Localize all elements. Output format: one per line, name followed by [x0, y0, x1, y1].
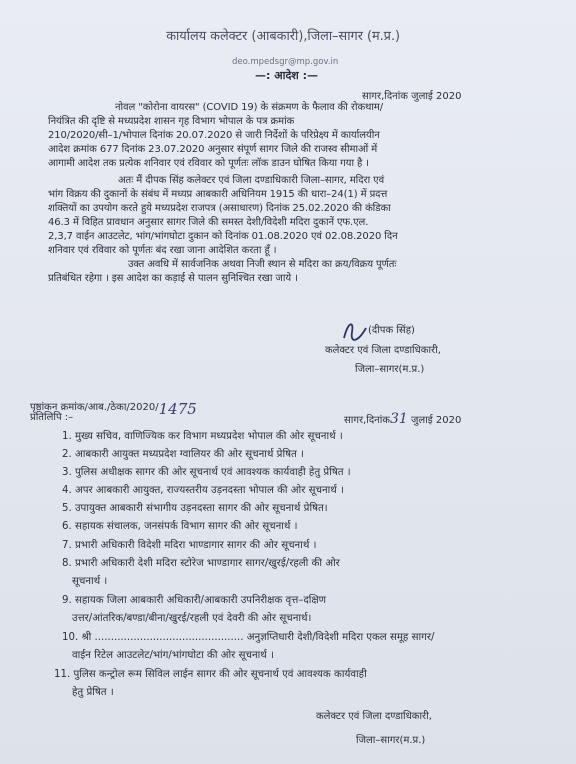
paragraph-line: 210/2020/सी–1/भोपाल दिनांक 20.07.2020 से जारी निर्देशों के परिप्रेक्ष्य में कार्यालयीन [48, 130, 380, 141]
footer-designation: कलेक्टर एवं जिला दण्डाधिकारी, [316, 711, 432, 722]
paragraph-line: भांग विक्रय की दुकानों के संबंध में मध्यप्र आबकारी अधिनियम 1915 की धारा–24(1) में प्रदत्त [48, 189, 388, 200]
copy-list-item: 5. उपायुक्त आबकारी संभागीय उड़नदस्ता सागर की ओर सूचनार्थ प्रेषित। [62, 503, 328, 514]
copy-to-label: प्रतिलिपि :– [30, 412, 74, 423]
footer-district: जिला–सागर(म.प्र.) [356, 735, 426, 746]
signature-mark [340, 318, 370, 344]
endorsement-reference-prefix: पृष्ठांकन क्रमांक/आब./ठेका/2020/ [30, 402, 159, 413]
copy-list-item: 11. पुलिस कन्ट्रोल रूम सिविल लाईन सागर की ओर सूचनार्थ एवं आवश्यक कार्यवाही [54, 669, 367, 680]
copy-list-item: 3. पुलिस अधीक्षक सागर की ओर सूचनार्थ एवं आवश्यक कार्यवाही हेतु प्रेषित । [62, 467, 351, 478]
endorsement-date-suffix: जुलाई 2020 [410, 415, 462, 426]
copy-list-item: हेतु प्रेषित । [72, 687, 114, 698]
copy-list-item: 10. श्री .............................................. अनुज्ञप्तिधारी देशी/विदेशी मदिरा एकल समूह सागर/ [62, 632, 435, 643]
paragraph-line: शनिवार एवं रविवार को पूर्णतः बंद रखा जाना आदेशित करता हूँ । [48, 245, 277, 256]
endorsement-date-day: 31 [389, 411, 408, 427]
paragraph-line: आगामी आदेश तक प्रत्येक शनिवार एवं रविवार को पूर्णतः लॉक डाउन घोषित किया गया है । [48, 158, 369, 169]
copy-list-item: 8. प्रभारी अधिकारी देशी मदिरा स्टोरेज भाण्डागार सागर/खुरई/रहली की ओर [62, 558, 340, 569]
paragraph-line: 46.3 में विहित प्रावधान अनुसार सागर जिले की समस्त देशी/विदेशी मदिरा दुकानें एफ.एल. [48, 217, 369, 228]
office-email: deo.mpedsgr@mp.gov.in [232, 57, 339, 67]
copy-list-item: उत्तर/आंतरिक/बण्डा/बीना/खुरई/रहली एवं देवरी की ओर सूचनार्थ। [72, 613, 312, 624]
copy-list-item: 4. अपर आबकारी आयुक्त, राज्यस्तरीय उड़नदस्ता भोपाल की ओर सूचनार्थ । [62, 485, 344, 496]
copy-list-item: वाईन रिटेल आउटलेट/भांग/भांगघोटा की ओर सूचनार्थ । [72, 650, 274, 661]
signatory-name: (दीपक सिंह) [368, 325, 415, 336]
endorsement-date-prefix: सागर,दिनांक [344, 415, 390, 426]
signatory-designation: कलेक्टर एवं जिला दण्डाधिकारी, [325, 345, 441, 356]
signatory-district: जिला–सागर(म.प्र.) [355, 364, 425, 375]
paragraph-line: प्रतिबंधित रहेगा । इस आदेश का कड़ाई से पालन सुनिश्चित रखा जाये । [48, 273, 298, 284]
endorsement-date [344, 412, 461, 426]
order-heading: —: आदेश :— [255, 69, 319, 82]
paragraph-line: उक्त अवधि में सार्वजनिक अथवा निजी स्थान से मदिरा का क्रय/विक्रय पूर्णतः [128, 259, 397, 270]
office-header: कार्यालय कलेक्टर (आबकारी),जिला–सागर (म.प्र.) [166, 29, 401, 44]
paragraph-line: 2,3,7 वाईन आउटलेट, भांग/भांगघोटा दुकान को दिनांक 01.08.2020 एवं 02.08.2020 दिन [48, 231, 398, 242]
order-dateline: सागर,दिनांक जुलाई 2020 [362, 91, 462, 102]
copy-list-item: 9. सहायक जिला आबकारी अधिकारी/आबकारी उपनिरीक्षक वृत्त–दक्षिण [62, 595, 327, 606]
copy-list-item: 2. आबकारी आयुक्त मध्यप्रदेश ग्वालियर की ओर सूचनार्थ प्रेषित । [62, 449, 304, 460]
paragraph-line: अतः मैं दीपक सिंह कलेक्टर एवं जिला दण्डाधिकारी जिला–सागर, मदिरा एवं [118, 175, 385, 186]
copy-list-item: सूचनार्थ । [72, 576, 108, 587]
paragraph-line: आदेश क्रमांक 677 दिनांक 23.07.2020 अनुसार संपूर्ण सागर जिले की राजस्व सीमाओं में [48, 144, 378, 155]
endorsement-reference-number: 1475 [158, 400, 197, 418]
copy-list-item: 7. प्रभारी अधिकारी विदेशी मदिरा भाण्डागार सागर की ओर सूचनार्थ । [62, 540, 317, 551]
copy-list-item: 1. मुख्य सचिव, वाणिज्यिक कर विभाग मध्यप्रदेश भोपाल की ओर सूचनार्थ । [62, 431, 343, 442]
paragraph-line: नियंत्रित की दृष्टि से मध्यप्रदेश शासन गृह विभाग भोपाल के पत्र क्रमांक [48, 116, 295, 127]
paragraph-line: शक्तियों का उपयोग करते हुये मध्यप्रदेश राजपत्र (असाधारण) दिनांक 25.02.2020 की कंडिका [48, 203, 391, 214]
paragraph-line: नोवल "कोरोना वायरस" (COVID 19) के संक्रमण के फैलाव की रोकथाम/ [115, 102, 384, 113]
copy-list-item: 6. सहायक संचालक, जनसंपर्क विभाग सागर की ओर सूचनार्थ । [62, 521, 298, 532]
